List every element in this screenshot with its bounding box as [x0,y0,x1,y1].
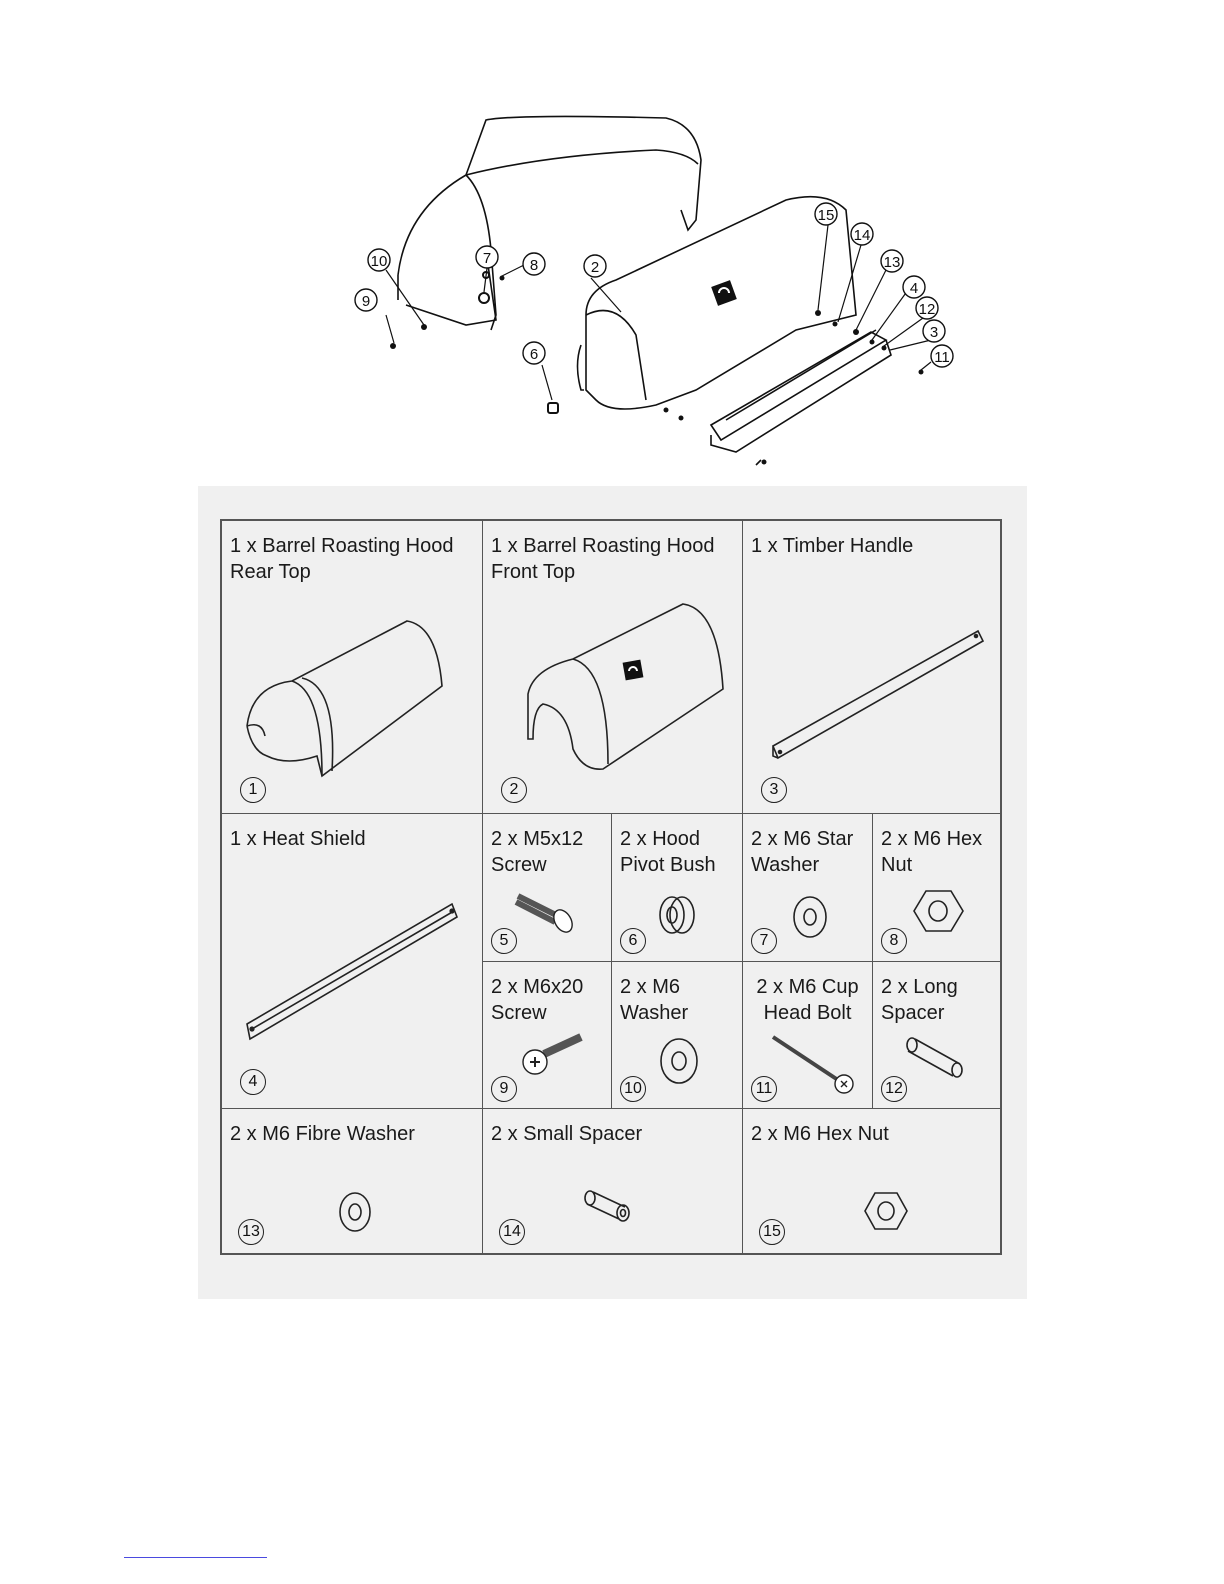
svg-text:3: 3 [929,324,939,341]
part-cell-11 [743,962,873,1109]
part-label: 2 x M5x12 Screw [491,828,584,876]
part-cell-3 [743,521,1002,814]
part-cell-14 [483,1109,743,1255]
part-label: 2 x M6 Hex Nut [881,828,983,876]
svg-text:14: 14 [853,227,871,244]
callout-9 [355,289,377,311]
part-number-badge: 14 [499,1219,525,1245]
callout-6 [523,342,545,364]
callout-15 [815,203,837,225]
part-cell-1 [222,521,483,814]
part-cell-6 [612,814,743,962]
part-cell-10 [612,962,743,1109]
part-number-badge: 5 [491,928,517,954]
part-cell-9 [483,962,612,1109]
exploded-view-drawing [316,100,976,480]
part-cell-5 [483,814,612,962]
part-number-badge: 3 [761,777,787,803]
handle-outline [711,332,886,440]
screw-icon [513,886,583,936]
callout-11 [931,345,953,367]
part-label: 1 x Barrel Roasting Hood Front Top [491,535,715,583]
svg-text:8: 8 [529,257,539,274]
part-cell-13 [222,1109,483,1255]
svg-text:11: 11 [934,349,950,366]
part-label: 2 x Long Spacer [881,976,958,1024]
heat-shield-icon [242,899,462,1049]
long-spacer-icon [905,1034,970,1084]
callout-8 [523,253,545,275]
part-number-badge: 10 [620,1076,646,1102]
svg-text:6: 6 [529,346,539,363]
part-label: 2 x M6 Fibre Washer [230,1123,415,1145]
part-number-badge: 12 [881,1076,907,1102]
part-cell-4 [222,814,483,1109]
hex-nut-icon [861,1189,911,1234]
part-label: 2 x M6 Washer [620,976,689,1024]
rear-hood-icon [237,616,447,786]
part-label: 2 x M6 Star Washer [751,828,854,876]
part-number-badge: 1 [240,777,266,803]
callout-12 [916,297,938,319]
part-number-badge: 9 [491,1076,517,1102]
svg-text:12: 12 [918,301,936,318]
dome-logo-icon [711,280,737,306]
callout-4 [903,276,925,298]
part-cell-12 [873,962,1002,1109]
svg-text:2: 2 [590,259,600,276]
exploded-assembly-diagram [316,100,976,480]
part-label: 1 x Timber Handle [751,535,914,557]
parts-list-panel [198,486,1027,1299]
part-label: 2 x M6 Hex Nut [751,1123,889,1145]
parts-table [220,519,1002,1255]
part-number-badge: 11 [751,1076,777,1102]
part-number-badge: 6 [620,928,646,954]
callout-7 [476,246,498,268]
part-label: 1 x Barrel Roasting Hood Rear Top [230,535,454,583]
footer-rule [124,1557,267,1558]
svg-text:10: 10 [370,253,388,270]
part-label: 2 x M6x20 Screw [491,976,584,1024]
rear-hood-outline [398,116,701,330]
part-number-badge: 7 [751,928,777,954]
part-number-badge: 8 [881,928,907,954]
cup-head-bolt-icon [768,1032,863,1097]
callout-2 [584,255,606,277]
part-number-badge: 13 [238,1219,264,1245]
svg-text:7: 7 [482,250,492,267]
part-cell-8 [873,814,1002,962]
part-label: 2 x Small Spacer [491,1123,643,1145]
part-cell-2 [483,521,743,814]
callout-3 [923,320,945,342]
callout-14 [851,223,873,245]
svg-text:13: 13 [883,254,901,271]
front-hood-icon [513,599,728,774]
svg-text:15: 15 [817,207,835,224]
part-cell-15 [743,1109,1002,1255]
washer-icon [654,1034,704,1089]
svg-text:9: 9 [361,293,371,310]
part-label: 1 x Heat Shield [230,828,366,850]
part-number-badge: 2 [501,777,527,803]
part-cell-7 [743,814,873,962]
timber-handle-icon [768,626,988,766]
hex-nut-icon [911,886,966,936]
phillips-screw-icon [519,1032,589,1082]
pivot-bush-icon [652,890,702,940]
part-label: 2 x Hood Pivot Bush [620,828,716,876]
callout-10 [368,249,390,271]
part-label: 2 x M6 Cup Head Bolt [756,976,859,1024]
part-number-badge: 4 [240,1069,266,1095]
star-washer-icon [785,892,835,942]
svg-text:4: 4 [909,280,919,297]
small-spacer-icon [583,1187,638,1232]
fibre-washer-icon [330,1187,380,1237]
callout-13 [881,250,903,272]
part-number-badge: 15 [759,1219,785,1245]
